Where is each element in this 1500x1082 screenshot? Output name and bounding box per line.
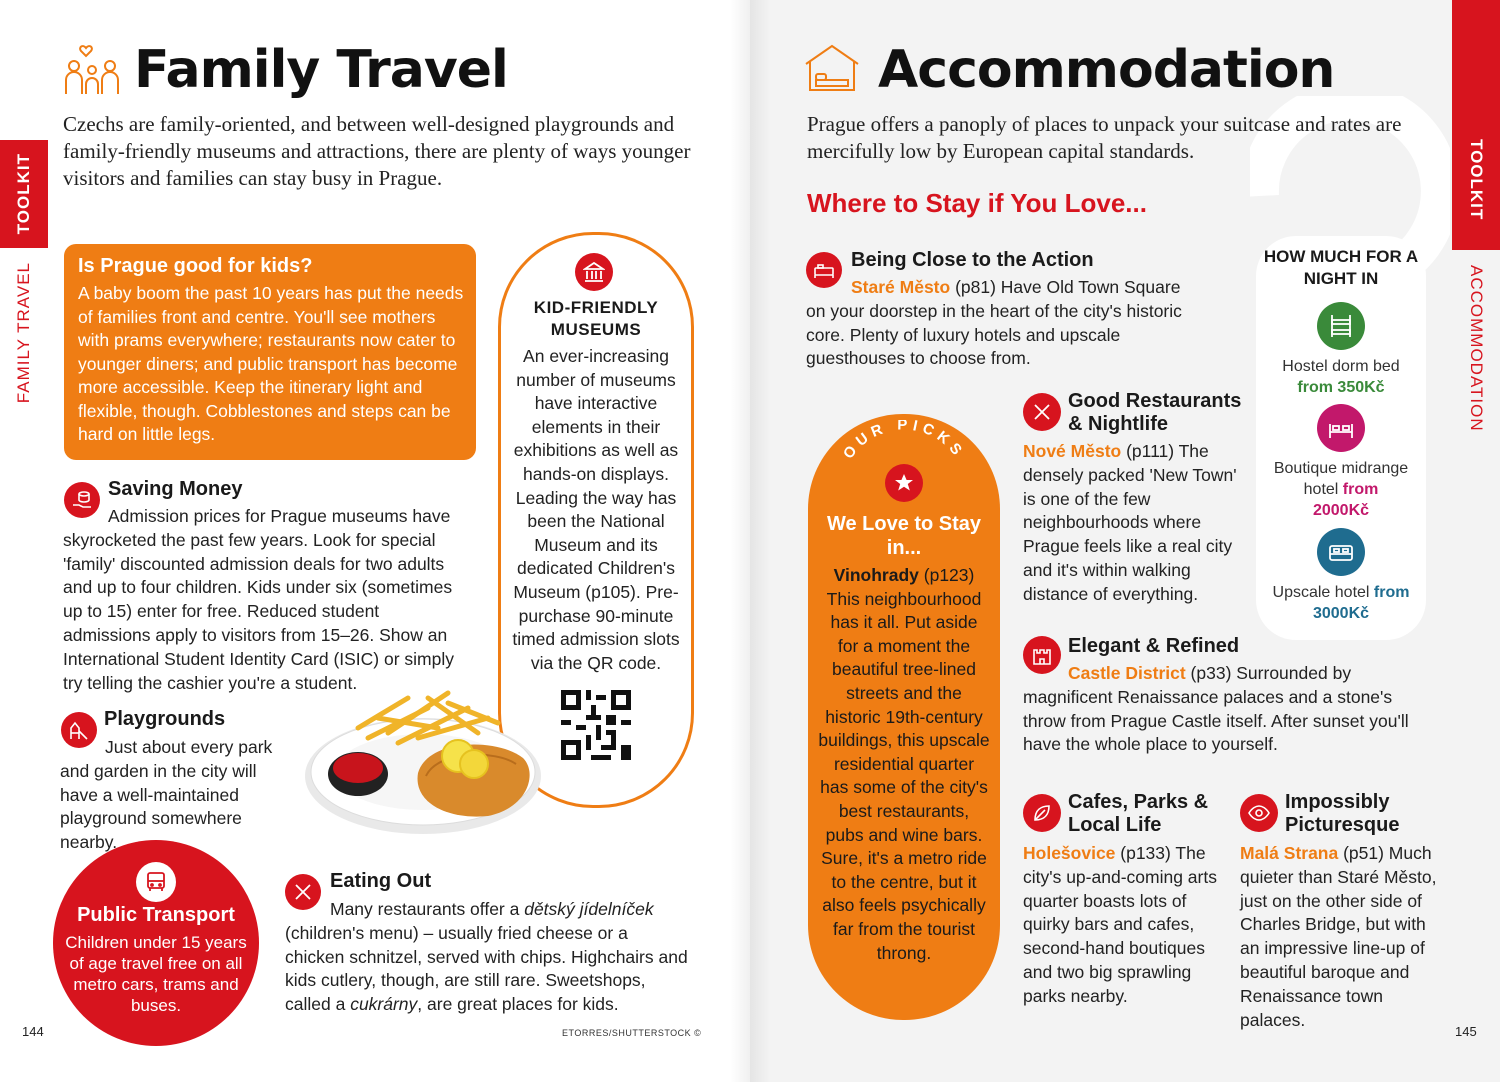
kids-box-heading: Is Prague good for kids? — [78, 255, 313, 277]
museums-heading: KID-FRIENDLY MUSEUMS — [533, 298, 659, 339]
picturesque-heading: Impossibly Picturesque — [1285, 791, 1400, 836]
elegant-body: Castle District (p33) Surrounded by magnificent Renaissance palaces and a stone's throw from Prague Castle itself. After sunset you'll have the whole place to yourself. — [1023, 663, 1409, 755]
family-icon — [62, 40, 122, 96]
public-transport-body: Children under 15 years of age travel free on all metro cars, trams and buses. — [65, 933, 247, 1015]
bunk-bed-icon — [1317, 302, 1365, 350]
action-body: Staré Město (p81) Have Old Town Square on your doorstep in the heart of the city's historic core. Plenty of luxury hotels and upscale guesthouses to choose from. — [806, 277, 1182, 369]
eating-out-heading: Eating Out — [330, 870, 432, 892]
price-item-hostel: Hostel dorm bed from 350Kč — [1256, 302, 1426, 398]
our-picks-body: Vinohrady (p123) This neighbourhood has it all. Put aside for a moment the beautiful tree-lined streets and the historic 19th-century buildings, this upscale residential quarter has some of the city's best restaurants, pubs and wine bars. Sure, it's a metro ride to the centre, but it also feels psychically far from the tourist throng. — [818, 565, 990, 963]
cafes-heading: Cafes, Parks & Local Life — [1068, 791, 1209, 836]
where-to-stay-heading: Where to Stay if You Love... — [807, 188, 1147, 218]
cafes-body: Holešovice (p133) The city's up-and-coming arts quarter boasts lots of quirky bars and cafes, second-hand boutiques and two big sprawling parks nearby. — [1023, 843, 1217, 1006]
toolkit-tab-right[interactable]: TOOLKIT — [1452, 0, 1500, 250]
qr-code[interactable] — [561, 690, 631, 760]
page-gutter — [730, 0, 770, 1082]
page-title-accommodation: Accommodation — [878, 40, 1335, 100]
kids-info-box — [64, 244, 476, 460]
public-transport-badge — [53, 840, 259, 1046]
side-label-family-travel: FAMILY TRAVEL — [14, 262, 33, 404]
side-label-accommodation: ACCOMMODATION — [1467, 264, 1486, 432]
schnitzel-photo — [298, 678, 548, 838]
svg-text:OUR PICKS: OUR PICKS — [839, 420, 969, 463]
eye-icon — [1240, 794, 1278, 832]
playgrounds-body: Just about every park and garden in the city will have a well-maintained playground somewhere nearby. — [60, 737, 273, 853]
restaurants-heading: Good Restaurants & Nightlife — [1068, 390, 1242, 435]
cutlery-icon — [1023, 393, 1061, 431]
price-item-upscale: Upscale hotel from 3000Kč — [1256, 528, 1426, 624]
museums-body: An ever-increasing number of museums have interactive elements in their exhibitions as well as hands-on displays. Leading the way has been the National Museum and its dedicated Children's Museum (p105). Pre-purchase 90-minute timed admission slots via the QR code. — [512, 346, 680, 673]
photo-credit: ETORRES/SHUTTERSTOCK © — [562, 1028, 702, 1038]
bed-icon — [804, 42, 860, 94]
page-number-right: 145 — [1455, 1024, 1477, 1039]
public-transport-heading: Public Transport — [77, 904, 235, 926]
saving-money-body: Admission prices for Prague museums have skyrocketed the past few years. Look for special 'family' discounted admission deals for two adults and up to four children. Kids under six (sometimes up to 15) enter for free. Reduced student admissions apply to visitors from 15–26. Show an International Student Identity Card (ISIC) or simply try telling the cashier you're a student. — [63, 506, 455, 693]
playgrounds-heading: Playgrounds — [104, 708, 226, 730]
bus-icon — [136, 862, 176, 902]
saving-money-heading: Saving Money — [108, 478, 243, 500]
our-picks-heading: We Love to Stay in... — [826, 513, 982, 559]
family-intro: Czechs are family-oriented, and between well-designed playgrounds and family-friendly museums and attractions, there are plenty of ways younger visitors and families can stay busy in Prague. — [63, 112, 691, 190]
double-bed-icon — [1317, 404, 1365, 452]
restaurants-body: Nové Město (p111) The densely packed 'New Town' is one of the few neighbourhoods where Prague feels like a real city and it's within walking distance of everything. — [1023, 441, 1237, 604]
upscale-label: Upscale hotel from — [1272, 584, 1410, 601]
action-heading: Being Close to the Action — [851, 249, 1094, 271]
accommodation-intro: Prague offers a panoply of places to unpack your suitcase and rates are mercifully low by European capital standards. — [807, 112, 1402, 163]
leaf-icon — [1023, 794, 1061, 832]
boutique-label: Boutique midrange hotel from — [1273, 460, 1409, 498]
page-number-left: 144 — [22, 1024, 44, 1039]
eating-out-body: Many restaurants offer a dětský jídelníček (children's menu) – usually fried cheese or a chicken schnitzel, served with chips. Highchairs and kids cutlery, though, are still rare. Sweetshops, called a cukrárny, are great places for kids. — [285, 899, 688, 1015]
luxury-bed-icon — [1317, 528, 1365, 576]
picturesque-body: Malá Strana (p51) Much quieter than Staré Město, just on the other side of Charles Bridge, but with an impressive line-up of beautiful baroque and Renaissance town palaces. — [1240, 843, 1437, 1030]
page-title-family-travel: Family Travel — [134, 40, 508, 100]
price-card — [1256, 236, 1426, 640]
museum-icon — [575, 253, 613, 291]
star-icon — [885, 464, 923, 502]
toolkit-tab-left[interactable]: TOOLKIT — [0, 140, 48, 248]
price-heading: HOW MUCH FOR A NIGHT IN — [1263, 247, 1419, 288]
our-picks-panel — [808, 414, 1000, 1020]
price-item-boutique: Boutique midrange hotel from 2000Kč — [1256, 404, 1426, 521]
elegant-heading: Elegant & Refined — [1068, 635, 1240, 657]
kids-box-body: A baby boom the past 10 years has put the needs of families front and centre. You'll see mothers with prams everywhere; restaurants now cater to younger diners; and public transport has become more accessible. Keep the itinerary light and flexible, though. Cobblestones and steps can be hard on little legs. — [78, 283, 464, 444]
